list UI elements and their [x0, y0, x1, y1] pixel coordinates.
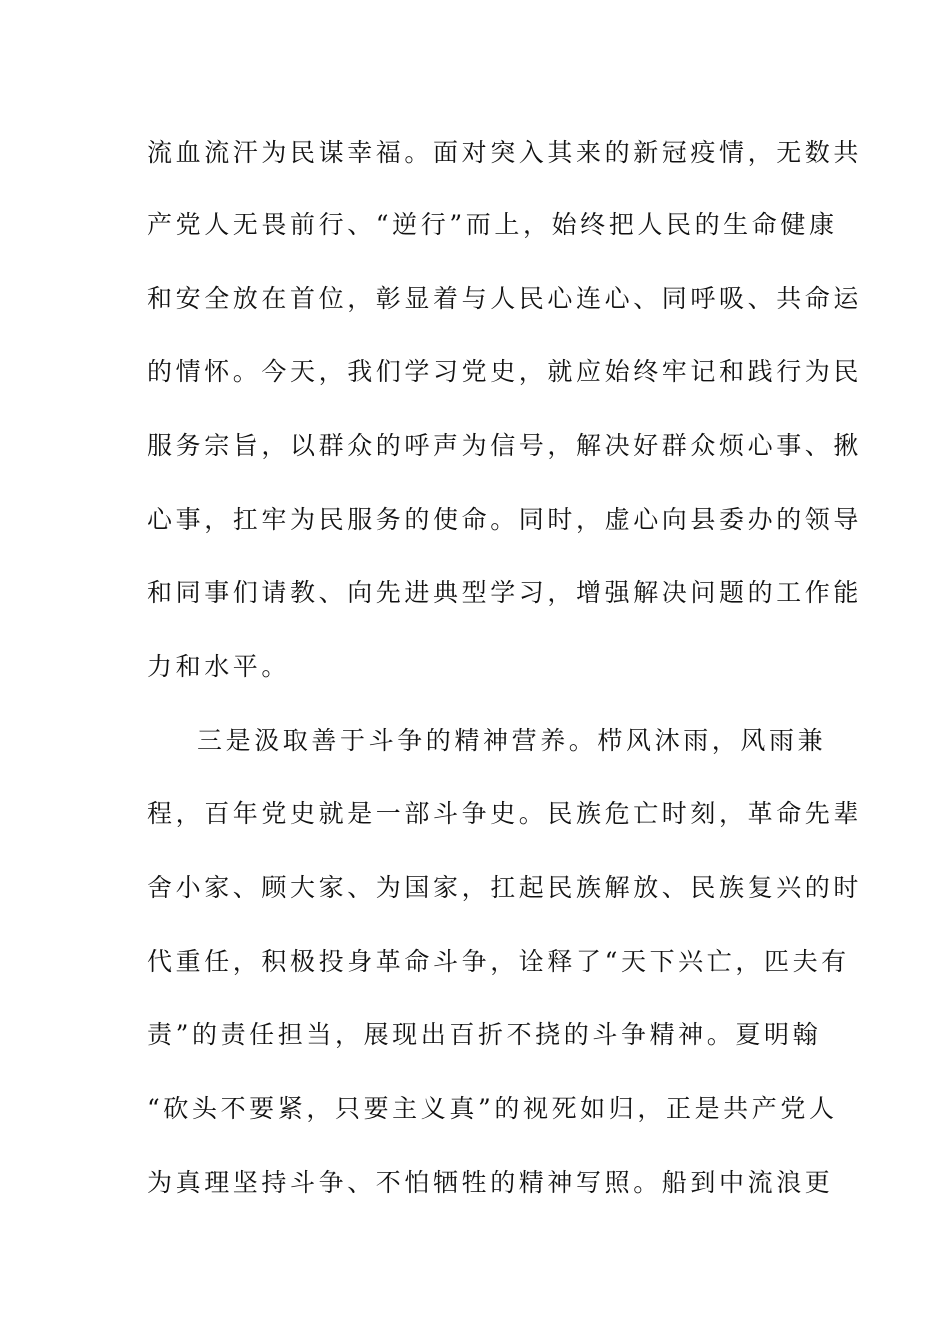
text-line: 责”的责任担当，展现出百折不挠的斗争精神。夏明翰	[147, 1020, 822, 1049]
text-line: 心事，扛牢为民服务的使命。同时，虚心向县委办的领导	[147, 505, 863, 534]
text-line: 程，百年党史就是一部斗争史。民族危亡时刻，革命先辈	[147, 799, 863, 828]
text-line: 和同事们请教、向先进典型学习，增强解决问题的工作能	[147, 578, 863, 607]
text-line: 的情怀。今天，我们学习党史，就应始终牢记和践行为民	[147, 357, 863, 386]
text-line: 力和水平。	[147, 652, 291, 681]
text-line: 流血流汗为民谋幸福。面对突入其来的新冠疫情，无数共	[147, 138, 863, 167]
text-line: 代重任，积极投身革命斗争，诠释了“天下兴亡，匹夫有	[147, 947, 850, 976]
text-line: 产党人无畏前行、“逆行”而上，始终把人民的生命健康	[147, 210, 838, 239]
text-line: 服务宗旨，以群众的呼声为信号，解决好群众烦心事、揪	[147, 431, 863, 460]
text-line: 舍小家、顾大家、为国家，扛起民族解放、民族复兴的时	[147, 873, 863, 902]
text-line: 和安全放在首位，彰显着与人民心连心、同呼吸、共命运	[147, 284, 863, 313]
text-line: 为真理坚持斗争、不怕牺牲的精神写照。船到中流浪更	[147, 1168, 834, 1197]
paragraph-first-line: 三是汲取善于斗争的精神营养。栉风沐雨，风雨兼	[197, 726, 827, 755]
text-line: “砍头不要紧，只要主义真”的视死如归，正是共产党人	[147, 1094, 838, 1123]
